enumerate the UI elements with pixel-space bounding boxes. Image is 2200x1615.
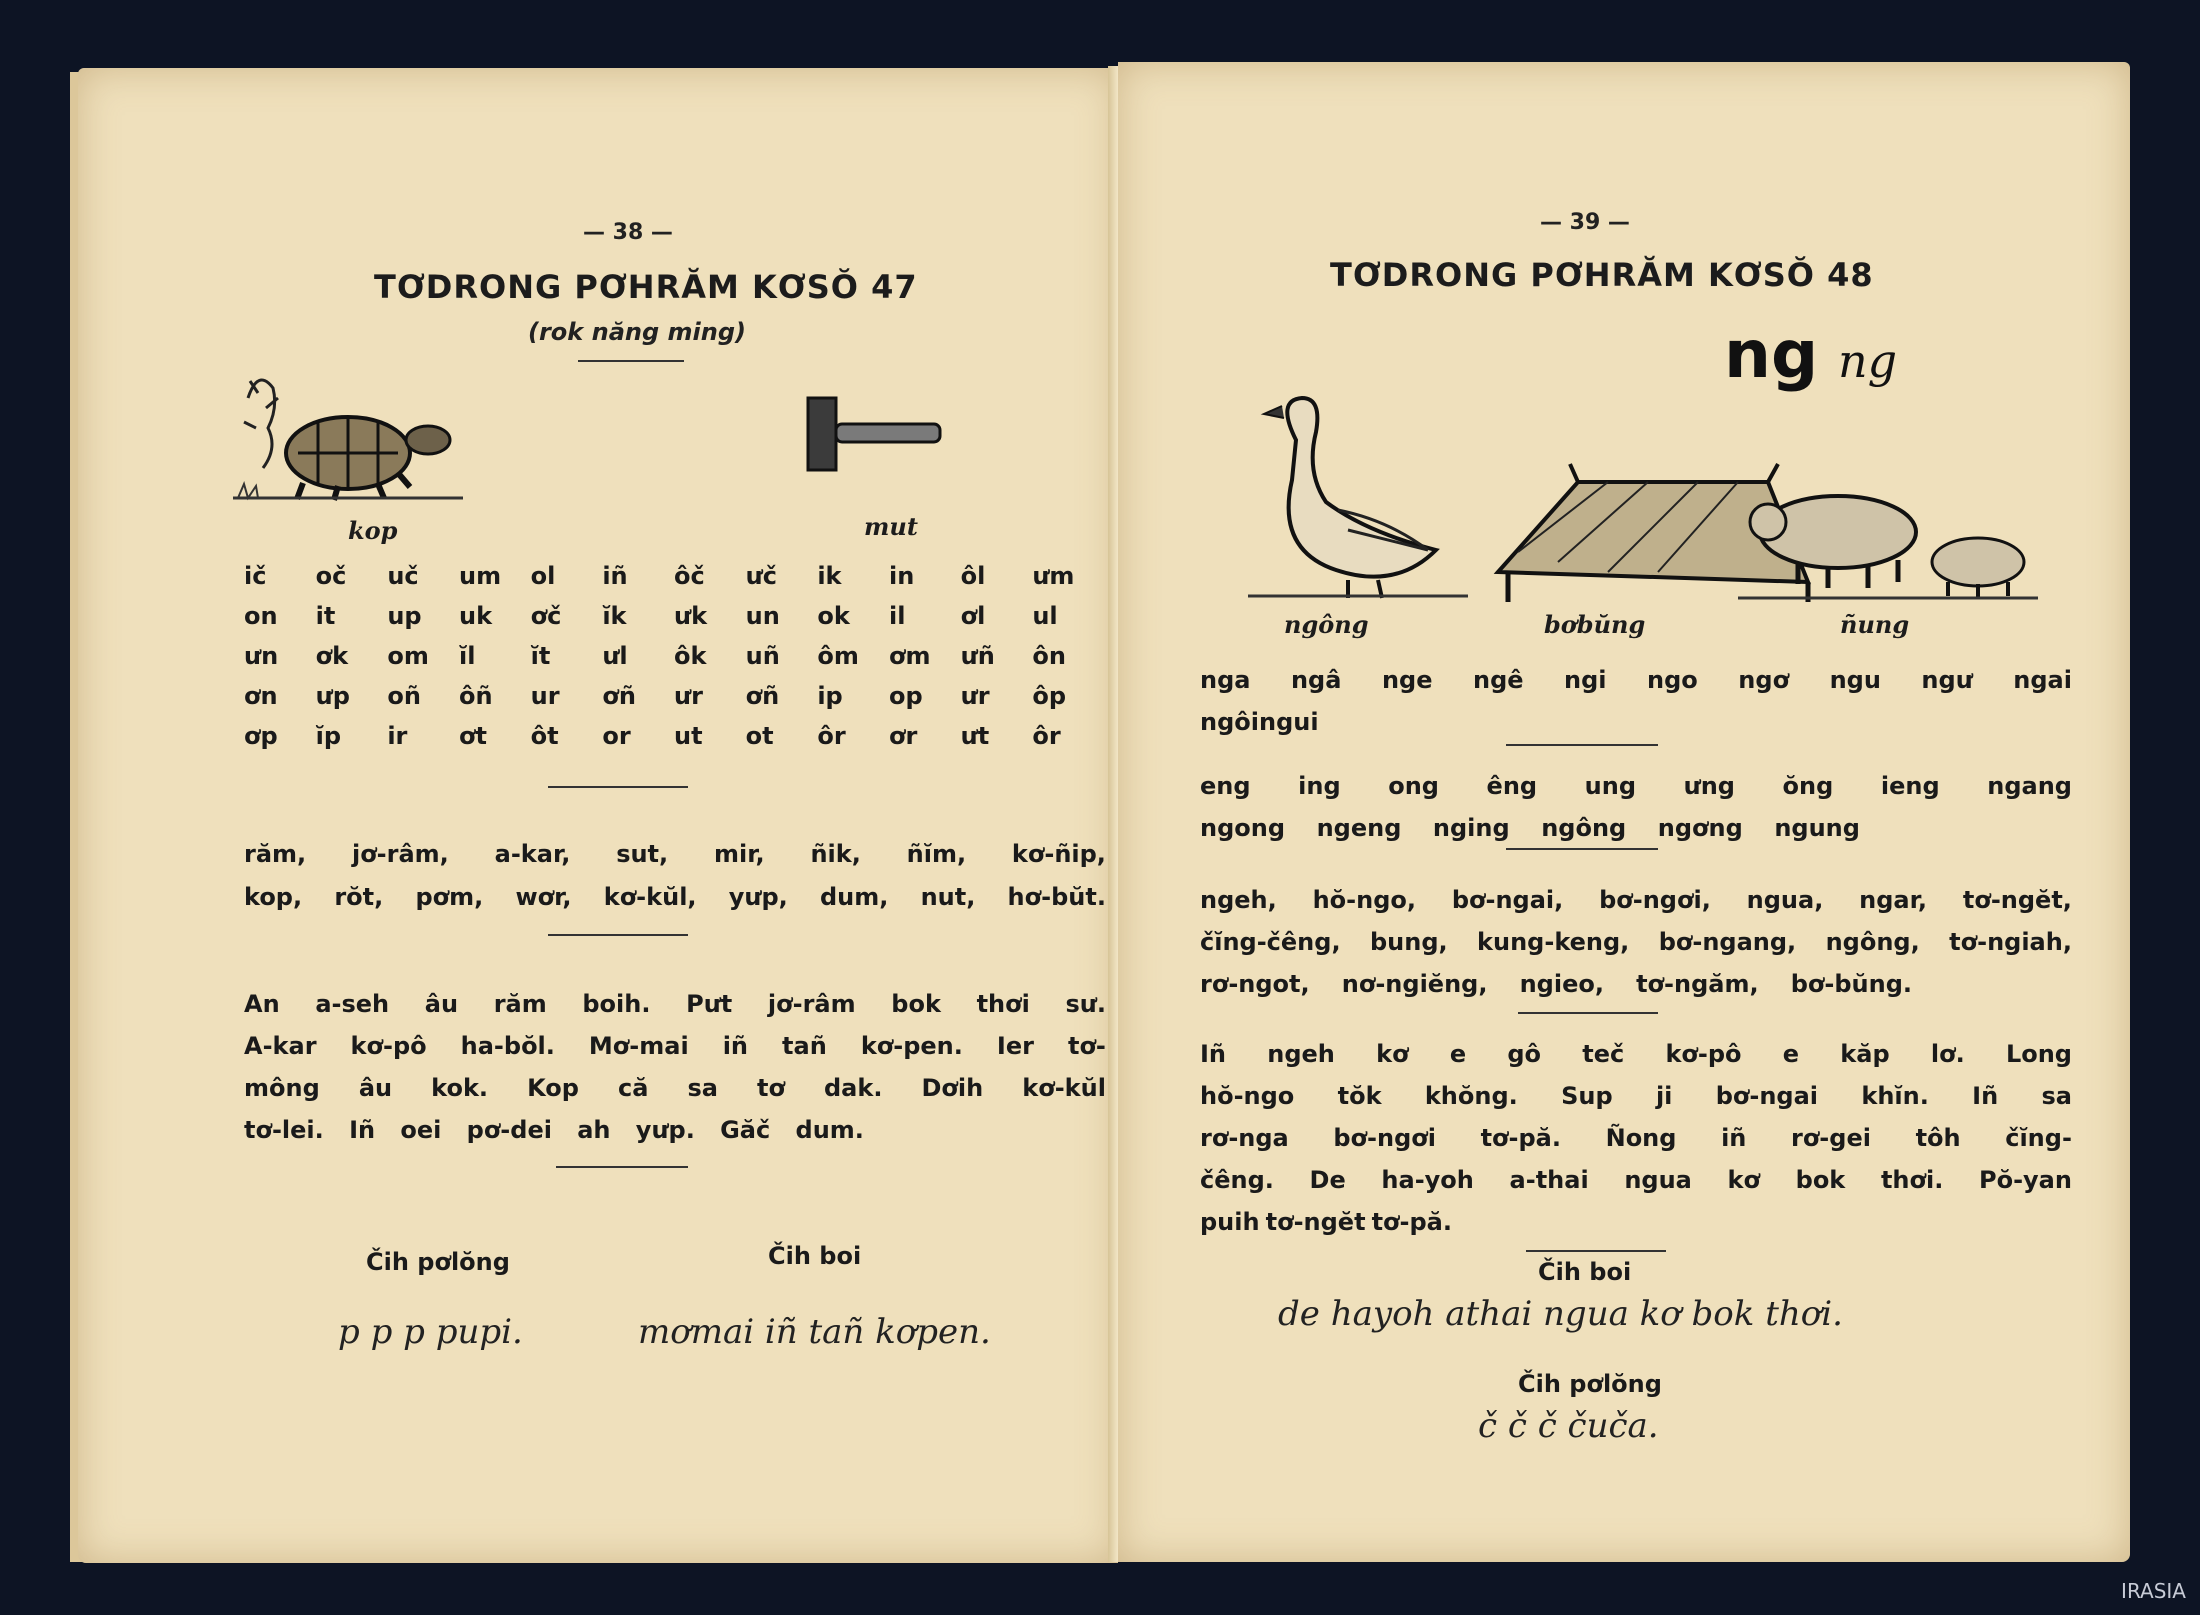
word: e bbox=[1449, 1040, 1467, 1068]
syllable: uk bbox=[458, 602, 493, 630]
right-page bbox=[1118, 62, 2130, 1562]
syllable: ngeng bbox=[1316, 814, 1402, 842]
syllable: ơk bbox=[315, 642, 349, 670]
syllable: ing bbox=[1298, 772, 1341, 800]
word: hŏ-ngo, bbox=[1312, 886, 1416, 914]
word: Long bbox=[2005, 1040, 2072, 1068]
divider bbox=[548, 786, 688, 788]
syllable-line bbox=[1200, 772, 2072, 800]
word: tơ-ngĕt bbox=[1265, 1208, 1366, 1236]
syllable: ung bbox=[1584, 772, 1637, 800]
syllable: ngo bbox=[1647, 666, 1698, 694]
word: răm bbox=[493, 990, 547, 1018]
word: wơr, bbox=[515, 883, 572, 911]
syllable: ĭk bbox=[602, 602, 627, 630]
word: ñĭm, bbox=[906, 840, 967, 868]
syllable: ngui bbox=[1258, 708, 1319, 736]
syllable: ĭl bbox=[458, 642, 476, 670]
syllable: oñ bbox=[387, 682, 421, 710]
word: kop, bbox=[244, 883, 303, 911]
word: bơ-ngơi, bbox=[1599, 886, 1711, 914]
syllable: op bbox=[888, 682, 923, 710]
word: că bbox=[617, 1074, 649, 1102]
word: rơ-nga bbox=[1200, 1124, 1289, 1152]
word: khŏng. bbox=[1424, 1082, 1518, 1110]
syllable: ưñ bbox=[960, 642, 995, 670]
word: dum. bbox=[795, 1116, 864, 1144]
word: e bbox=[1782, 1040, 1800, 1068]
word: sa bbox=[687, 1074, 718, 1102]
word: rŏt, bbox=[334, 883, 384, 911]
word: kơ-kŭl, bbox=[603, 883, 697, 911]
word: tơ bbox=[756, 1074, 785, 1102]
syllable: ưt bbox=[960, 722, 990, 750]
word: tŏk bbox=[1337, 1082, 1382, 1110]
word: dum, bbox=[819, 883, 889, 911]
goose-illustration bbox=[1238, 380, 1478, 610]
syllable-grid bbox=[244, 562, 1104, 750]
syllable: ngông bbox=[1541, 814, 1627, 842]
word: gô bbox=[1507, 1040, 1541, 1068]
label-cih-polong: Čih pơlŏng bbox=[1518, 1370, 1662, 1398]
syllable: ngu bbox=[1829, 666, 1881, 694]
word: kung-keng, bbox=[1477, 928, 1630, 956]
word: tơ- bbox=[1067, 1032, 1106, 1060]
syllable: nga bbox=[1200, 666, 1251, 694]
word-line bbox=[244, 840, 1106, 868]
syllable: ôñ bbox=[458, 682, 493, 710]
lesson-subtitle: (rok năng ming) bbox=[528, 318, 746, 346]
syllable: ơr bbox=[888, 722, 918, 750]
word: ha-bŏl. bbox=[460, 1032, 555, 1060]
word: mông bbox=[244, 1074, 320, 1102]
divider bbox=[1518, 1012, 1658, 1014]
word: kok. bbox=[431, 1074, 489, 1102]
syllable: ôl bbox=[960, 562, 986, 590]
word: tôh bbox=[1915, 1124, 1961, 1152]
syllable: ưng bbox=[1683, 772, 1735, 800]
word: kơ-pô bbox=[1665, 1040, 1742, 1068]
word: De bbox=[1309, 1166, 1346, 1194]
word: ngua bbox=[1624, 1166, 1692, 1194]
syllable: ngơng bbox=[1657, 814, 1743, 842]
word: rơ-gei bbox=[1790, 1124, 1871, 1152]
word: Ier bbox=[996, 1032, 1034, 1060]
word: ha-yoh bbox=[1381, 1166, 1474, 1194]
reading-line bbox=[1200, 1124, 2072, 1152]
label-cih-boi: Čih boi bbox=[768, 1242, 862, 1270]
syllable: ngai bbox=[2013, 666, 2072, 694]
watermark: IRASIA bbox=[2121, 1579, 2186, 1603]
word: teč bbox=[1582, 1040, 1625, 1068]
word: boih. bbox=[582, 990, 651, 1018]
pigs-illustration bbox=[1738, 482, 2038, 602]
syllable: ưl bbox=[602, 642, 628, 670]
divider bbox=[578, 360, 684, 362]
word: kơ-kŭl bbox=[1022, 1074, 1106, 1102]
script-practice-boi: de hayoh athai ngua kơ bok thơi. bbox=[1278, 1294, 1843, 1334]
reading-line bbox=[1200, 1040, 2072, 1068]
word: a-seh bbox=[315, 990, 390, 1018]
word: kơ-pen. bbox=[860, 1032, 963, 1060]
syllable: il bbox=[888, 602, 906, 630]
syllable: nge bbox=[1381, 666, 1433, 694]
syllable: on bbox=[244, 602, 278, 630]
word: ah bbox=[577, 1116, 611, 1144]
word: ngieo, bbox=[1519, 970, 1604, 998]
word: a-kar, bbox=[494, 840, 571, 868]
word: tơ-ngiah, bbox=[1949, 928, 2072, 956]
word: yưp, bbox=[728, 883, 788, 911]
word: ngar, bbox=[1859, 886, 1928, 914]
syllable-line bbox=[1200, 666, 2072, 694]
word: pơm, bbox=[415, 883, 484, 911]
word: mir, bbox=[713, 840, 765, 868]
divider bbox=[556, 1166, 688, 1168]
syllable: ưr bbox=[673, 682, 703, 710]
syllable: ĭp bbox=[315, 722, 342, 750]
word: puih bbox=[1200, 1208, 1260, 1236]
syllable: eng bbox=[1200, 772, 1251, 800]
word: jơ-râm, bbox=[351, 840, 449, 868]
syllable: ưk bbox=[673, 602, 708, 630]
reading-line bbox=[1200, 1082, 2072, 1110]
reading-line bbox=[1200, 1208, 1452, 1236]
syllable: ưn bbox=[244, 642, 279, 670]
syllable: om bbox=[387, 642, 429, 670]
word: dak. bbox=[823, 1074, 883, 1102]
syllable: ik bbox=[817, 562, 842, 590]
syllable: ơm bbox=[888, 642, 931, 670]
divider bbox=[1506, 848, 1658, 850]
syllable: ơñ bbox=[745, 682, 780, 710]
syllable: ưč bbox=[745, 562, 777, 590]
word: thơi. bbox=[1880, 1166, 1944, 1194]
syllable: ôn bbox=[1032, 642, 1066, 670]
word: yưp. bbox=[635, 1116, 695, 1144]
word: sa bbox=[2041, 1082, 2072, 1110]
word: hơ-bŭt. bbox=[1007, 883, 1106, 911]
label-cih-polong: Čih pơlŏng bbox=[366, 1248, 510, 1276]
reading-line bbox=[244, 1074, 1106, 1102]
syllable: ôp bbox=[1032, 682, 1066, 710]
word: čĭng-čêng, bbox=[1200, 928, 1341, 956]
word: kăp bbox=[1840, 1040, 1890, 1068]
syllable: up bbox=[387, 602, 422, 630]
syllable: uč bbox=[387, 562, 419, 590]
syllable: ưm bbox=[1032, 562, 1075, 590]
word: rơ-ngot, bbox=[1200, 970, 1310, 998]
syllable: ič bbox=[244, 562, 267, 590]
syllable: ơč bbox=[530, 602, 562, 630]
word: bơ-ngai bbox=[1715, 1082, 1819, 1110]
letter-ng-script: ng bbox=[1838, 334, 1898, 388]
syllable: oč bbox=[315, 562, 347, 590]
script-practice-boi: mơmai iñ tañ kơpen. bbox=[638, 1312, 991, 1352]
syllable: ngong bbox=[1200, 814, 1286, 842]
word: čĭng- bbox=[2005, 1124, 2072, 1152]
word: Iñ bbox=[1972, 1082, 1999, 1110]
word: âu bbox=[358, 1074, 393, 1102]
word: tơ-pă. bbox=[1371, 1208, 1452, 1236]
syllable: ong bbox=[1388, 772, 1439, 800]
syllable: ngơ bbox=[1738, 666, 1790, 694]
word: tơ-ngăm, bbox=[1636, 970, 1759, 998]
syllable: ôč bbox=[673, 562, 705, 590]
syllable: ngung bbox=[1774, 814, 1860, 842]
left-page bbox=[78, 68, 1118, 1563]
word: An bbox=[244, 990, 280, 1018]
syllable: ơt bbox=[458, 722, 487, 750]
syllable: uñ bbox=[745, 642, 780, 670]
word: ngeh bbox=[1267, 1040, 1335, 1068]
word: khĭn. bbox=[1861, 1082, 1929, 1110]
syllable: nging bbox=[1432, 814, 1510, 842]
page-number: — 38 — bbox=[583, 220, 673, 245]
hammer-illustration bbox=[798, 388, 948, 498]
word: Dơih bbox=[921, 1074, 984, 1102]
word: oei bbox=[400, 1116, 442, 1144]
word: tơ-pă. bbox=[1480, 1124, 1561, 1152]
word: Găč bbox=[720, 1116, 771, 1144]
divider bbox=[1526, 1250, 1666, 1252]
word: bơ-ngang, bbox=[1658, 928, 1797, 956]
syllable: ir bbox=[387, 722, 408, 750]
reading-line bbox=[244, 1116, 864, 1144]
word: nut, bbox=[920, 883, 976, 911]
word: ngeh, bbox=[1200, 886, 1277, 914]
word: thơi bbox=[976, 990, 1030, 1018]
word: Iñ bbox=[1200, 1040, 1227, 1068]
word-line bbox=[1200, 886, 2072, 914]
reading-line bbox=[244, 990, 1106, 1018]
syllable: ul bbox=[1032, 602, 1058, 630]
word: Kop bbox=[527, 1074, 579, 1102]
word: răm, bbox=[244, 840, 307, 868]
word: čêng. bbox=[1200, 1166, 1274, 1194]
syllable: ôm bbox=[817, 642, 859, 670]
word: sut, bbox=[616, 840, 669, 868]
word: ji bbox=[1655, 1082, 1673, 1110]
word: bơ-ngơi bbox=[1333, 1124, 1436, 1152]
word: bung, bbox=[1369, 928, 1448, 956]
word-line bbox=[1200, 970, 1912, 998]
turtle-illustration bbox=[228, 358, 468, 508]
word: kơ bbox=[1376, 1040, 1409, 1068]
word: bơ-ngai, bbox=[1451, 886, 1564, 914]
word: nơ-ngiĕng, bbox=[1341, 970, 1488, 998]
word: Mơ-mai bbox=[588, 1032, 689, 1060]
word: Iñ bbox=[349, 1116, 376, 1144]
word: sư. bbox=[1065, 990, 1106, 1018]
letter-ng-print: ng bbox=[1724, 316, 1819, 393]
word: tơ-lei. bbox=[244, 1116, 324, 1144]
syllable: um bbox=[458, 562, 502, 590]
script-practice-polong: č č č čuča. bbox=[1478, 1406, 1659, 1446]
syllable: ơl bbox=[960, 602, 986, 630]
label-cih-boi: Čih boi bbox=[1538, 1258, 1632, 1286]
syllable: iñ bbox=[602, 562, 628, 590]
syllable: ol bbox=[530, 562, 556, 590]
word: ngông, bbox=[1825, 928, 1920, 956]
syllable: un bbox=[745, 602, 780, 630]
word: iñ bbox=[1721, 1124, 1747, 1152]
word-line bbox=[244, 883, 1106, 911]
syllable: ŏng bbox=[1782, 772, 1834, 800]
word: tañ bbox=[782, 1032, 827, 1060]
word: jơ-râm bbox=[767, 990, 856, 1018]
caption-nung: ñung bbox=[1840, 610, 1910, 639]
word: tơ-ngĕt, bbox=[1962, 886, 2072, 914]
syllable: ưr bbox=[960, 682, 990, 710]
syllable: ok bbox=[817, 602, 850, 630]
caption-kop: kop bbox=[348, 516, 398, 545]
caption-bobung: bơbŭng bbox=[1544, 610, 1646, 639]
word: Sup bbox=[1561, 1082, 1613, 1110]
syllable: ieng bbox=[1880, 772, 1940, 800]
syllable: ôr bbox=[1032, 722, 1061, 750]
word: a-thai bbox=[1509, 1166, 1589, 1194]
word: bok bbox=[891, 990, 941, 1018]
word: lơ. bbox=[1930, 1040, 1965, 1068]
word: Pưt bbox=[686, 990, 733, 1018]
syllable: ĭt bbox=[530, 642, 551, 670]
reading-line bbox=[244, 1032, 1106, 1060]
word: Ñong bbox=[1605, 1124, 1677, 1152]
word: kơ-pô bbox=[350, 1032, 427, 1060]
syllable: ur bbox=[530, 682, 560, 710]
word: ngua, bbox=[1746, 886, 1824, 914]
syllable: ơp bbox=[244, 722, 278, 750]
caption-mut: mut bbox=[864, 512, 918, 541]
syllable: in bbox=[888, 562, 915, 590]
syllable: ngâ bbox=[1290, 666, 1342, 694]
caption-ngong: ngông bbox=[1284, 610, 1369, 639]
syllable-line bbox=[1200, 814, 1860, 842]
word-line bbox=[1200, 928, 2072, 956]
word: A-kar bbox=[244, 1032, 317, 1060]
syllable: êng bbox=[1486, 772, 1538, 800]
reading-line bbox=[1200, 1166, 2072, 1194]
divider bbox=[1506, 744, 1658, 746]
word: kơ bbox=[1727, 1166, 1760, 1194]
syllable: ngư bbox=[1921, 666, 1973, 694]
syllable: ôr bbox=[817, 722, 846, 750]
syllable: ôt bbox=[530, 722, 559, 750]
lesson-title: TƠDRONG PƠHRĂM KƠSŎ 47 bbox=[374, 268, 918, 306]
syllable-line bbox=[1200, 708, 1319, 736]
syllable: ngôi bbox=[1200, 708, 1259, 736]
word: âu bbox=[424, 990, 459, 1018]
word: pơ-dei bbox=[466, 1116, 552, 1144]
word: bok bbox=[1795, 1166, 1846, 1194]
word: Pŏ-yan bbox=[1978, 1166, 2072, 1194]
script-practice-polong: p p p pupi. bbox=[338, 1312, 523, 1352]
divider bbox=[548, 934, 688, 936]
syllable: ngê bbox=[1472, 666, 1524, 694]
syllable: ngi bbox=[1564, 666, 1607, 694]
word: bơ-bŭng. bbox=[1790, 970, 1912, 998]
syllable: ôk bbox=[673, 642, 707, 670]
word: hŏ-ngo bbox=[1200, 1082, 1295, 1110]
syllable: it bbox=[315, 602, 336, 630]
lesson-title: TƠDRONG PƠHRĂM KƠSŎ 48 bbox=[1330, 256, 1874, 294]
word: iñ bbox=[722, 1032, 749, 1060]
word: kơ-ñip, bbox=[1011, 840, 1106, 868]
syllable: ngang bbox=[1987, 772, 2072, 800]
syllable: ot bbox=[745, 722, 774, 750]
syllable: ut bbox=[673, 722, 703, 750]
page-number: — 39 — bbox=[1540, 210, 1630, 235]
syllable: ơn bbox=[244, 682, 278, 710]
syllable: ưp bbox=[315, 682, 350, 710]
syllable: ơñ bbox=[602, 682, 636, 710]
syllable: ip bbox=[817, 682, 843, 710]
syllable: or bbox=[602, 722, 631, 750]
word: ñik, bbox=[810, 840, 861, 868]
